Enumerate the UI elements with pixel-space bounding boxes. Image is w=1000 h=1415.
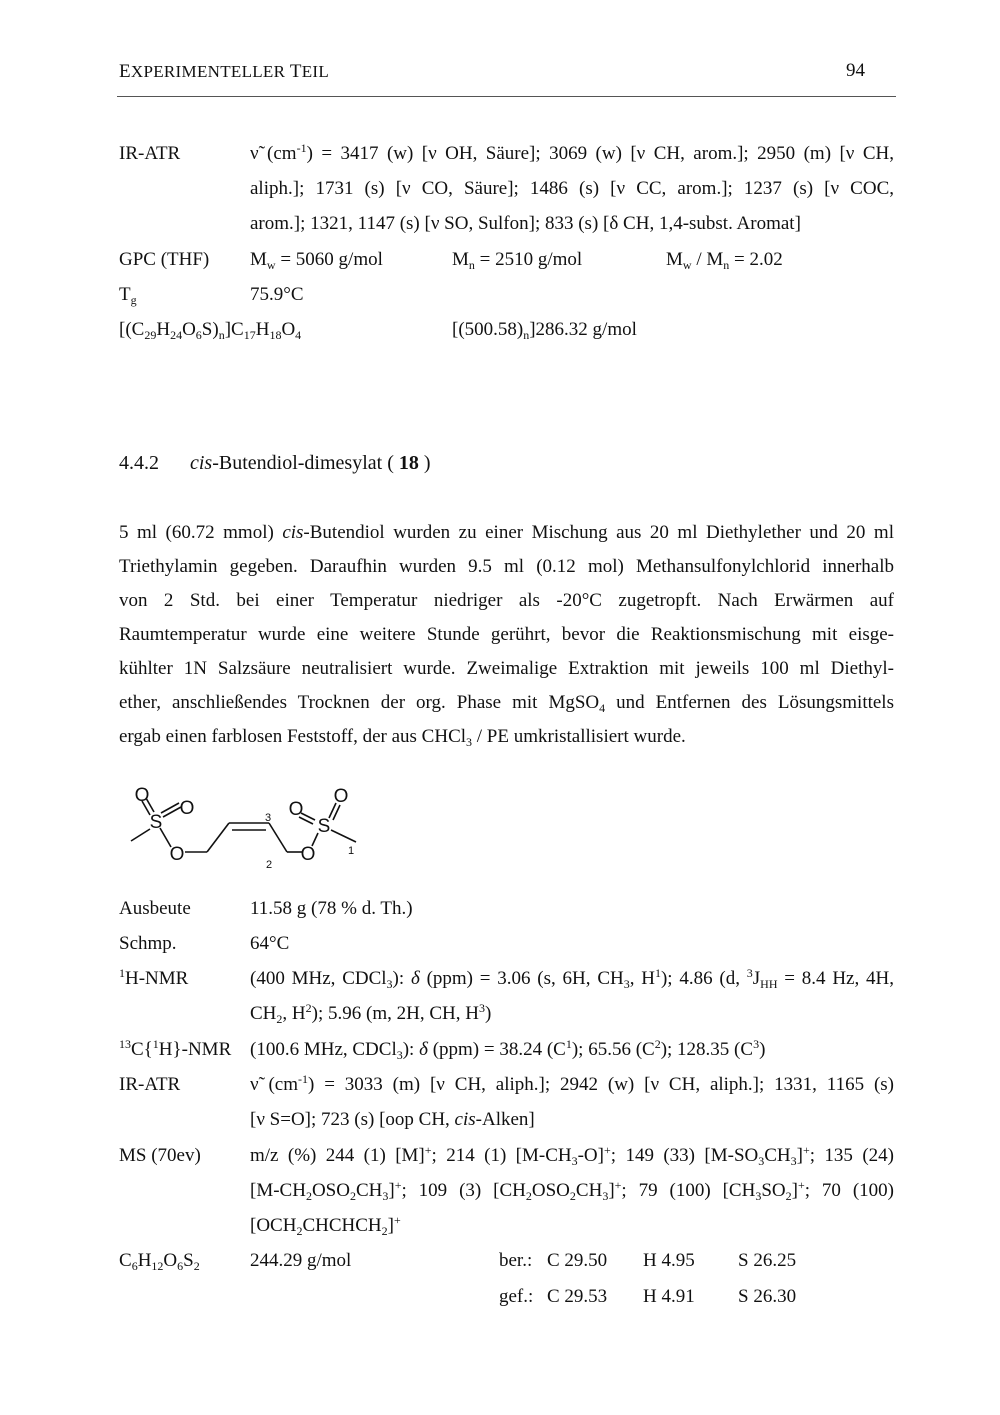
mw-value: $M_w = 5060$ g/mol bbox=[250, 249, 383, 272]
chemical-structure bbox=[119, 780, 379, 875]
pdi-value: $M_w / M_n = 2.02$ bbox=[666, 249, 783, 272]
ir-atr-line-3: arom.]; 1321, 1147 (s) [ν SO, Sulfon]; 833 (s) [δ CH, 1,4-subst. Aromat] bbox=[250, 213, 801, 234]
procedure-paragraph: 5 ml (60.72 mmol) cis-Butendiol wurden zu einer Mischung aus 20 ml Diethylether und 20 ml Triethylamin gegeben. Daraufhin wurden 9.5 ml (0.12 mol) Methansulfonylchlorid innerhalb von 2 Std. bei einer Temperatur niedriger als -20°C zugetropft. Nach Erwärmen auf Raumtemperatur wurde eine weitere Stunde gerührt, bevor die Reaktionsmischung mit eisge- kühlter 1N Salzsäure neutralisiert wurde. Zweimalige Extraktion mit jeweils 100 ml Diethyl- ether, anschließendes Trocknen der org. Phase mit MgSO$_4$ und Entfernen des Lösungsmittels ergab einen farblosen Feststoff, der aus CHCl$_3$ / PE umkristallisiert wurde. bbox=[119, 522, 894, 749]
position-label-3: 3 bbox=[264, 812, 272, 824]
header-rule bbox=[117, 96, 896, 97]
position-label-2: 2 bbox=[265, 859, 273, 871]
ir-atr-line-1: ν̃ $(cm^{-1}) = 3417$ (w) [ν OH, Säure]; 3069 (w) [ν CH, arom.]; 2950 (m) [ν CH, bbox=[250, 141, 894, 164]
atom-o: O bbox=[179, 798, 195, 819]
ir-atr-line-1: ν̃ $(cm^{-1}) = 3033$ (m) [ν CH, aliph.]; 2942 (w) [ν CH, aliph.]; 1331, 1165 (s) bbox=[250, 1072, 894, 1095]
running-header-title: EXPERIMENTELLER TEIL bbox=[119, 61, 330, 82]
atom-s: S bbox=[149, 812, 163, 833]
atom-o: O bbox=[300, 844, 316, 865]
found-s: S 26.30 bbox=[738, 1286, 797, 1307]
cnmr-value: (100.6 MHz, CDCl$_3$): δ (ppm) = 38.24 $(C^1)$; 65.56 $(C^2)$; 128.35 $(C^3)$ bbox=[250, 1037, 766, 1062]
section-number: 4.4.2 bbox=[119, 452, 159, 474]
atom-o: O bbox=[134, 785, 150, 806]
ir-atr-line-2: [ν S=O]; 723 (s) [oop CH, cis-Alken] bbox=[250, 1109, 535, 1130]
hnmr-label: $^1$H-NMR bbox=[119, 966, 189, 989]
mp-label: Schmp. bbox=[119, 933, 177, 954]
mp-value: 64°C bbox=[250, 933, 290, 954]
atom-s: S bbox=[317, 816, 331, 837]
ir-atr-line-2: aliph.]; 1731 (s) [ν CO, Säure]; 1486 (s) [ν CC, arom.]; 1237 (s) [ν COC, bbox=[250, 178, 894, 199]
calc-c: C 29.50 bbox=[547, 1250, 608, 1271]
ir-atr-label: IR-ATR bbox=[119, 1074, 181, 1095]
atom-o: O bbox=[169, 844, 185, 865]
gpc-label: GPC (THF) bbox=[119, 249, 210, 270]
atom-o: O bbox=[333, 786, 349, 807]
page-number: 94 bbox=[846, 60, 865, 81]
ms-label: MS (70ev) bbox=[119, 1145, 201, 1166]
molecular-formula: $C_6H_{12}O_6S_2$ bbox=[119, 1250, 200, 1273]
tg-label: $T_g$ bbox=[119, 284, 137, 307]
polymer-mass: $[(500.58)_n]286.32$ g/mol bbox=[452, 319, 637, 342]
atom-o: O bbox=[288, 799, 304, 820]
yield-label: Ausbeute bbox=[119, 898, 191, 919]
found-c: C 29.53 bbox=[547, 1286, 608, 1307]
ms-line-3: $[OCH_2CHCHCH_2]^+$ bbox=[250, 1213, 401, 1238]
calc-label: ber.: bbox=[499, 1250, 533, 1271]
found-label: gef.: bbox=[499, 1286, 534, 1307]
mn-value: $M_n = 2510$ g/mol bbox=[452, 249, 583, 272]
cnmr-label: $^{13}$C{$^1$H}-NMR bbox=[119, 1037, 232, 1060]
hnmr-line-2: $CH_2$, $H^2$); 5.96 (m, 2H, CH, $H^3$) bbox=[250, 1001, 492, 1026]
yield-value: 11.58 g (78 % d. Th.) bbox=[250, 898, 413, 919]
position-label-1: 1 bbox=[347, 845, 355, 857]
calc-s: S 26.25 bbox=[738, 1250, 797, 1271]
molar-mass: 244.29 g/mol bbox=[250, 1250, 352, 1271]
ir-atr-label: IR-ATR bbox=[119, 143, 181, 164]
hnmr-line-1: (400 MHz, CDCl$_3$): δ (ppm) = 3.06 (s, 6H, $CH_3$, $H^1$); 4.86 (d, $^3J_{HH} = 8.4$ Hz, 4H, bbox=[250, 966, 894, 991]
found-h: H 4.91 bbox=[643, 1286, 695, 1307]
ms-line-1: m/z (%) 244 (1) [M]+; 214 (1) $[M-CH_3-O]^+$; 149 (33) $[M-SO_3CH_3]^+$; 135 (24) bbox=[250, 1143, 894, 1168]
calc-h: H 4.95 bbox=[643, 1250, 695, 1271]
section-title: cis-Butendiol-dimesylat ( 18 ) bbox=[190, 452, 431, 474]
polymer-formula: $[(C_{29}H_{24}O_6S)_n]C_{17}H_{18}O_4$ bbox=[119, 319, 302, 342]
tg-value: 75.9°C bbox=[250, 284, 304, 305]
ms-line-2: $[M-CH_2OSO_2CH_3]^+$; 109 (3) $[CH_2OSO_2CH_3]^+$; 79 (100) $[CH_3SO_2]^+$; 70 (100) bbox=[250, 1178, 894, 1203]
